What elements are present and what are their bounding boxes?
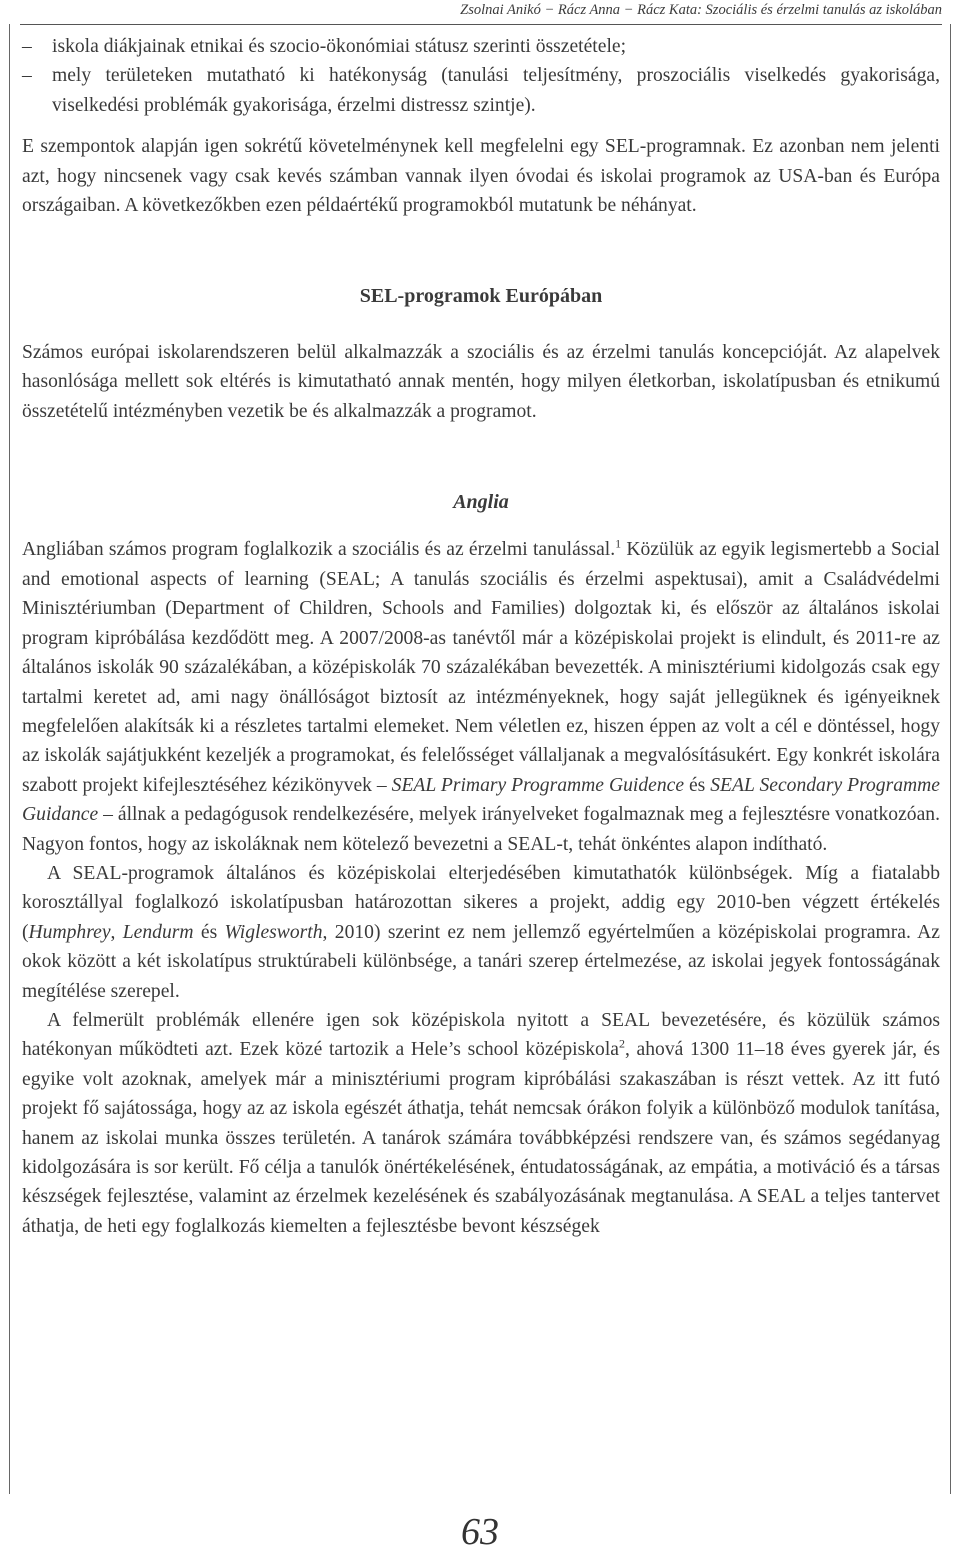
paragraph-anglia-2 (22, 859, 940, 1006)
title-italic: SEAL Primary Programme Guidence (391, 774, 685, 796)
author-name: Humphrey (28, 921, 111, 943)
bullet-text: mely területeken mutatható ki hatékonyság (tanulási teljesítmény, proszociális viselkedés gyakorisága, viselkedési problémák gyakorisága, érzelmi distressz szintje). (52, 65, 940, 116)
subsection-heading: Anglia (453, 491, 509, 514)
author-name: Wiglesworth (224, 921, 323, 943)
page-number: 63 (461, 1511, 499, 1553)
text-run: Közülük az egyik legismertebb a Social and emotional aspects of learning (SEAL; A tanulás szociális és érzelmi aspektusai), amit a Családvédelmi Minisztériumban (Department of Children, Schools and Families) dolgoztak ki, és először az általános iskolai program kipróbálása kezdődött meg. A 2007/2008-as tanévtől már a középiskolai projekt is elindult, és 2011-re az általános iskolák 90 százalékában, a középiskolák 70 százalékában bevezették. A minisztériumi kidolgozás csak egy tartalmi keretet ad, ami nagy önállóságot biztosít az intézményeknek, hogy saját jellegüknek és igényeiknek megfelelően alakítsák ki a részletes tartalmi elemeket. Nem véletlen ez, hiszen éppen az volt a cél e döntéssel, hogy az iskolák sajátjukként kezeljék a programokat, és felelősséget vállaljanak a megvalósításukért. Egy konkrét iskolára szabott projekt kifejlesztéséhez kézikönyvek – (22, 539, 940, 796)
author-name: Lendurm (122, 921, 194, 943)
text-run: Angliában számos program foglalkozik a szociális és az érzelmi tanulással. (22, 539, 616, 561)
section-heading: SEL-programok Európában (359, 285, 603, 308)
paragraph-anglia-3 (22, 1006, 940, 1241)
running-title: Zsolnai Anikó − Rácz Anna − Rácz Kata: Szociális és érzelmi tanulás az iskolában (460, 2, 942, 18)
text-run: A SEAL-programok általános és középiskolai elterjedésében kimutathatók különbségek. Míg a fiatalabb korosztállyal foglalkozó iskolatípusban határozottan sikeres a projekt, addig egy 2010-ben végzett értékelés ( (22, 862, 940, 943)
section-paragraph: Számos európai iskolarendszeren belül alkalmazzák a szociális és az érzelmi tanulás koncepcióját. Az alapelvek hasonlósága mellett sok eltérés is kimutatható annak mentén, hogy milyen életkorban, iskolatípusban és etnikumú összetételű intézményben vezetik be és alkalmazzák a programot. (22, 341, 940, 422)
text-run: és (684, 774, 711, 796)
footnote-ref: 2 (618, 1036, 625, 1051)
page-edge-left (9, 24, 10, 1494)
text-run: és (193, 921, 225, 943)
page-edge-right (950, 24, 951, 1494)
text-run: , (110, 921, 123, 943)
text-run: , 2010) szerint ez nem jellemző egyértelműen a középiskolai programra. Az okok között a két iskolatípus struktúrabeli különbsége, a tanári szerep értelmezése, az iskolai jegyek fontosságának megítélése szerepel. (22, 921, 941, 1002)
intro-paragraph: E szempontok alapján igen sokrétű követelménynek kell megfelelni egy SEL-programnak. Ez azonban nem jelenti azt, hogy nincsenek vagy csak kevés számban vannak ilyen óvodai és iskolai programok az USA-ban és Európa országaiban. A következőkben ezen példaértékű programokból mutatunk be néhányat. (22, 136, 940, 217)
bullet-item (22, 32, 940, 61)
footnote-ref: 1 (615, 536, 622, 551)
text-run: , ahová 1300 11–18 éves gyerek jár, és egyike volt azoknak, amelyek már a minisztériumi program kipróbálási szakaszában is részt vettek. Az itt futó projekt fő sajátossága, hogy az az iskola egészét áthatja, tehát nemcsak órákon folyik a különböző modulok tanítása, hanem az iskolai munka összes területén. A tanárok számára továbbképzési rendszere van, és számos segédanyag kidolgozására is sor került. Fő célja a tanulók önértékelésének, éntudatosságának, az empátia, a motiváció és a társas készségek fejlesztése, valamint az érzelmek kezelésének és szabályozásának megtanulása. A SEAL a teljes tantervet áthatja, de heti egy foglalkozás kiemelten a fejlesztésbe bevont készségek (22, 1039, 940, 1237)
bullet-dash: – (22, 36, 32, 57)
text-run: A felmerült problémák ellenére igen sok középiskola nyitott a SEAL bevezetésére, és közülük számos hatékonyan működteti azt. Ezek közé tartozik a Hele’s school középiskola (22, 1009, 940, 1061)
bullet-dash: – (22, 65, 32, 87)
bullet-text: iskola diákjainak etnikai és szocio-ökonómiai státusz szerinti összetétele; (52, 36, 627, 57)
bullet-item (22, 61, 940, 120)
title-italic: SEAL Secondary Programme Guidance (22, 774, 940, 826)
running-header (20, 0, 942, 25)
paragraph-anglia-1 (22, 535, 940, 858)
text-run: – állnak a pedagógusok rendelkezésére, melyek irányelveket fogalmaznak meg a fejlesztésre vonatkozóan. Nagyon fontos, hogy az iskoláknak nem kötelező bevezetni a SEAL-t, tehát önkéntes alapon indítható. (22, 804, 940, 855)
page-body (22, 32, 940, 1241)
